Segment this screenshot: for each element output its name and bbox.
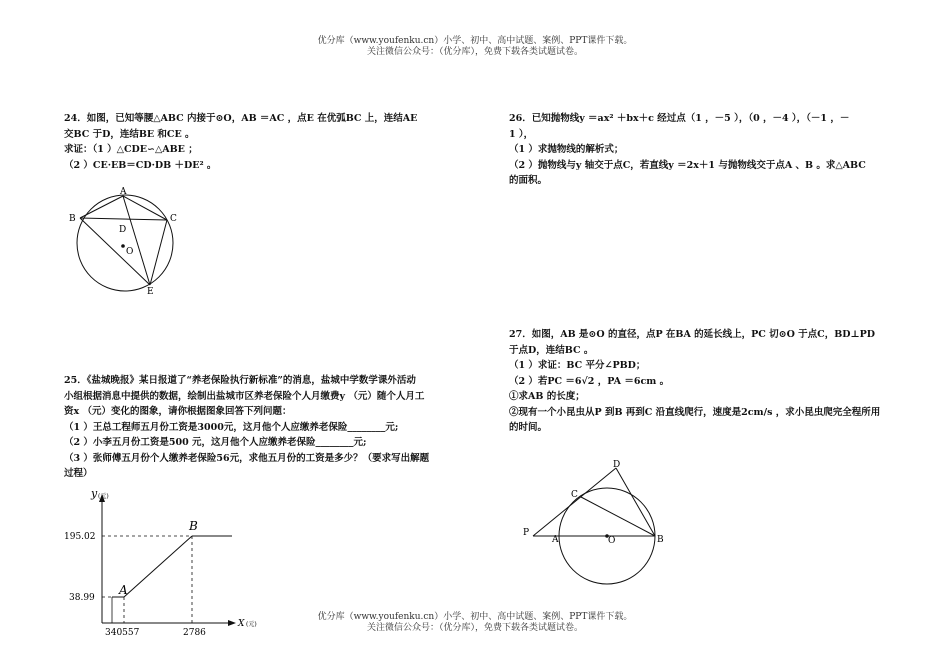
q25-point-b: B — [189, 519, 198, 533]
q24-label-c: C — [170, 214, 177, 224]
q24-segment-bc — [80, 218, 167, 220]
q24-label-d: D — [119, 225, 127, 235]
q25-x-label: X — [238, 619, 245, 629]
q24-segment-ab — [80, 196, 123, 218]
question-24 — [64, 111, 417, 173]
q24-line-1: 24．如图，已知等腰△ABC 内接于⊙O，AB ＝AC ，点E 在优弧BC 上，连结AE — [64, 113, 418, 124]
q26-line-5: 的面积。 — [509, 175, 548, 186]
q27-label-c: C — [571, 490, 578, 500]
q25-y-unit: (元) — [98, 493, 109, 500]
q25-line-7: 过程） — [64, 468, 93, 479]
q27-line-4: （2 ）若PC ＝6√2 ，PA ＝6cm 。 — [509, 375, 670, 387]
q24-label-e: E — [147, 287, 154, 297]
q27-label-b: B — [657, 535, 664, 545]
q25-line-3: 资x （元）变化的图象，请你根据图象回答下列问题： — [64, 406, 292, 417]
q27-label-o: O — [608, 536, 616, 546]
question-25 — [64, 373, 429, 482]
page-header — [0, 36, 950, 58]
q24-segment-ce — [150, 220, 167, 285]
q25-y-label: y — [91, 487, 98, 500]
q25-x-unit: (元) — [246, 621, 257, 628]
q24-center-dot — [121, 244, 125, 248]
q25-line-1: 25．《盐城晚报》某日报道了“养老保险执行新标准”的消息，盐城中学数学课外活动 — [64, 375, 416, 386]
q24-line-2: 交BC 于D，连结BE 和CE 。 — [64, 128, 195, 140]
q25-x-tick-2786: 2786 — [183, 628, 206, 638]
q26-line-4: （2 ）抛物线与y 轴交于点C，若直线y ＝2x＋1 与抛物线交于点A 、B 。求△ABC — [509, 159, 866, 171]
header-line-1: 优分库（www.youfenku.cn）小学、初中、高中试题、案例、PPT课件下载。 — [317, 36, 633, 46]
q26-line-3: （1 ）求抛物线的解析式； — [509, 144, 624, 155]
q27-line-1: 27．如图，AB 是⊙O 的直径，点P 在BA 的延长线上，PC 切⊙O 于点C，BD⊥PD — [509, 329, 876, 340]
q24-line-4: （2 ）CE·EB＝CD·DB ＋DE² 。 — [64, 159, 217, 171]
header-line-2: 关注微信公众号：（优分库），免费下载各类试题试卷。 — [366, 47, 583, 57]
q25-line-2: 小组根据消息中提供的数据，绘制出盐城市区养老保险个人月缴费y （元）随个人月工 — [64, 390, 425, 402]
q27-label-a: A — [552, 535, 559, 545]
q25-rising-segment — [124, 536, 192, 597]
q24-circle-figure — [65, 185, 195, 295]
footer-line-2: 关注微信公众号：（优分库），免费下载各类试题试卷。 — [366, 623, 583, 633]
q25-y-tick-195: 195.02 — [64, 532, 96, 542]
q26-line-1: 26．已知抛物线y ＝ax² ＋bx＋c 经过点（1 ，－5 ），（0 ，－4 ），（－1 ，－ — [509, 113, 850, 124]
q27-circle-figure — [520, 457, 680, 582]
question-27 — [509, 327, 880, 436]
q27-line-2: 于点D，连结BC 。 — [509, 344, 594, 356]
q27-label-d: D — [613, 460, 621, 470]
q25-y-tick-38: 38.99 — [69, 593, 95, 603]
question-26 — [509, 111, 866, 189]
q24-label-b: B — [69, 214, 76, 224]
q25-line-6: （3 ）张师傅五月份个人缴养老保险56元，求他五月份的工资是多少？（要求写出解题 — [64, 452, 430, 464]
q24-label-a: A — [120, 187, 127, 197]
q27-line-pd — [533, 468, 616, 536]
q24-line-3: 求证：（1 ）△CDE∽△ABE ； — [64, 144, 198, 155]
q25-point-a: A — [119, 583, 128, 597]
q26-line-2: 1 ）， — [509, 128, 534, 140]
q27-line-6: ②现有一个小昆虫从P 到B 再到C 沿直线爬行，速度是2cm/s ，求小昆虫爬完全程所用 — [509, 406, 881, 418]
q27-line-7: 的时间。 — [509, 422, 548, 433]
q25-x-tick-340557: 340557 — [105, 628, 140, 638]
page-footer — [0, 612, 950, 634]
q24-circle-o — [77, 195, 173, 291]
q27-line-5: ①求AB 的长度； — [509, 391, 585, 402]
footer-line-1: 优分库（www.youfenku.cn）小学、初中、高中试题、案例、PPT课件下载。 — [317, 612, 633, 622]
q25-line-4: （1 ）王总工程师五月份工资是3000元，这月他个人应缴养老保险________元; — [64, 421, 399, 433]
q24-label-o: O — [126, 247, 134, 257]
q25-line-5: （2 ）小李五月份工资是500 元，这月他个人应缴养老保险________元; — [64, 437, 367, 448]
q27-line-3: （1 ）求证：BC 平分∠PBD； — [509, 360, 646, 371]
q27-label-p: P — [523, 528, 530, 538]
